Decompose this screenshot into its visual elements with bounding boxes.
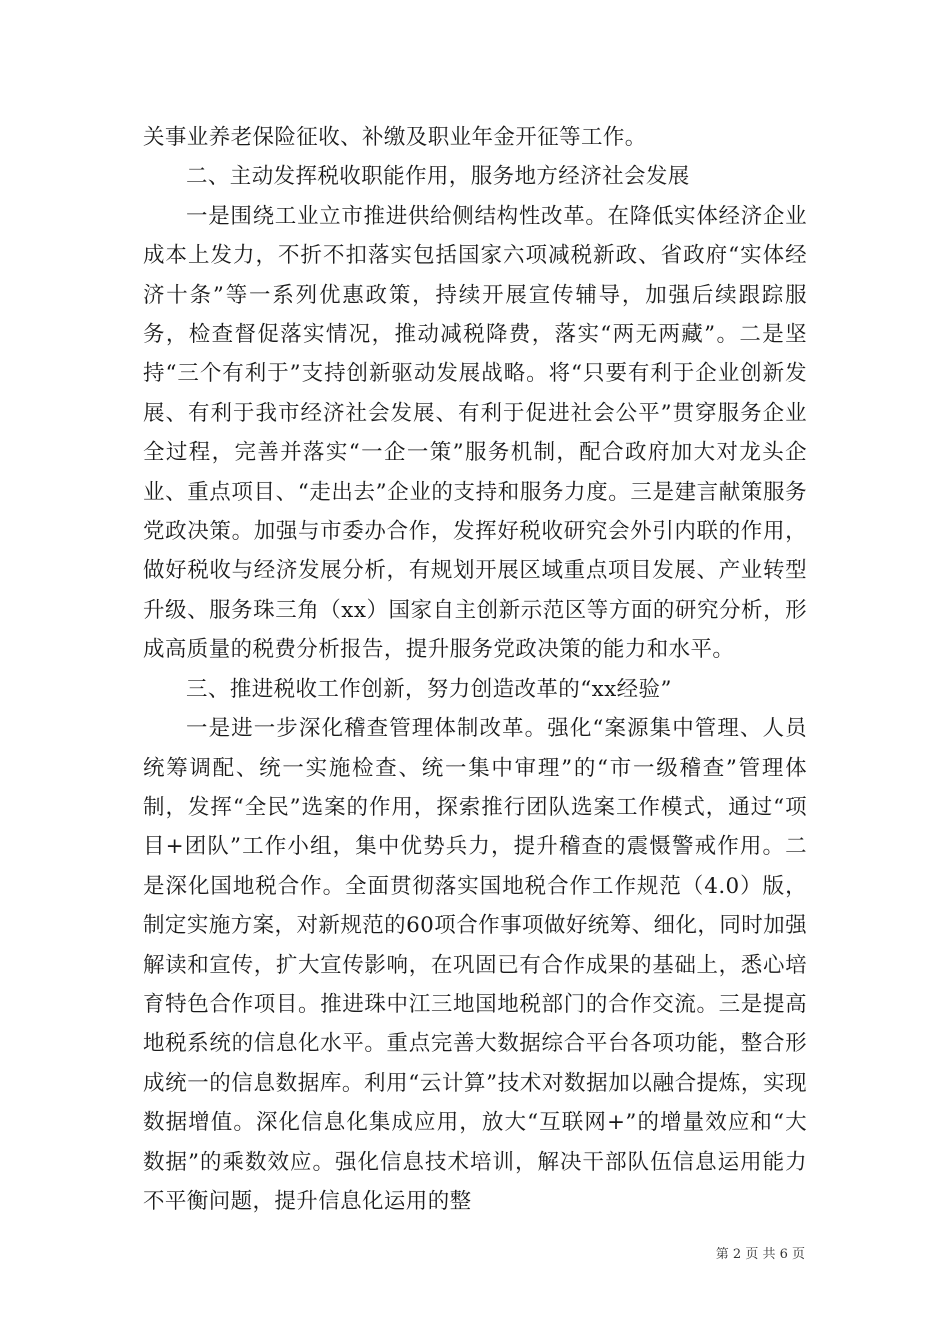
paragraph-5: 一是进一步深化稽查管理体制改革。强化“案源集中管理、人员统筹调配、统一实施检查、统一集中审理”的“市一级稽查”管理体制，发挥“全民”选案的作用，探索推行团队选案工作模式，通过“项目+团队”工作小组，集中优势兵力，提升稽查的震慑警戒作用。二是深化国地税合作。全面贯彻落实国地税合作工作规范（4.0）版，制定实施方案，对新规范的60项合作事项做好统筹、细化，同时加强解读和宣传，扩大宣传影响，在巩固已有合作成果的基础上，悉心培育特色合作项目。推进珠中江三地国地税部门的合作交流。三是提高地税系统的信息化水平。重点完善大数据综合平台各项功能，整合形成统一的信息数据库。利用“云计算”技术对数据加以融合提炼，实现数据增值。深化信息化集成应用，放大“互联网+”的增量效应和“大数据”的乘数效应。强化信息技术培训，解决干部队伍信息运用能力不平衡问题，提升信息化运用的整 xyxy=(143,716,807,1214)
paragraph-3: 一是围绕工业立市推进供给侧结构性改革。在降低实体经济企业成本上发力，不折不扣落实包括国家六项减税新政、省政府“实体经济十条”等一系列优惠政策，持续开展宣传辅导，加强后续跟踪服务，检查督促落实情况，推动减税降费，落实“两无两藏”。二是坚持“三个有利于”支持创新驱动发展战略。将“只要有利于企业创新发展、有利于我市经济社会发展、有利于促进社会公平”贯穿服务企业全过程，完善并落实“一企一策”服务机制，配合政府加大对龙头企业、重点项目、“走出去”企业的支持和服务力度。三是建言献策服务党政决策。加强与市委办合作，发挥好税收研究会外引内联的作用，做好税收与经济发展分析，有规划开展区域重点项目发展、产业转型升级、服务珠三角（xx）国家自主创新示范区等方面的研究分析，形成高质量的税费分析报告，提升服务党政决策的能力和水平。 xyxy=(143,203,807,663)
paragraph-1: 关事业养老保险征收、补缴及职业年金开征等工作。 xyxy=(143,125,647,150)
section-heading-2: 二、主动发挥税收职能作用，服务地方经济社会发展 xyxy=(186,164,690,190)
body-text xyxy=(143,118,807,1221)
page-number-footer: 第 2 页 共 6 页 xyxy=(715,1247,805,1262)
section-heading-3: 三、推进税收工作创新，努力创造改革的“xx经验” xyxy=(186,676,672,702)
